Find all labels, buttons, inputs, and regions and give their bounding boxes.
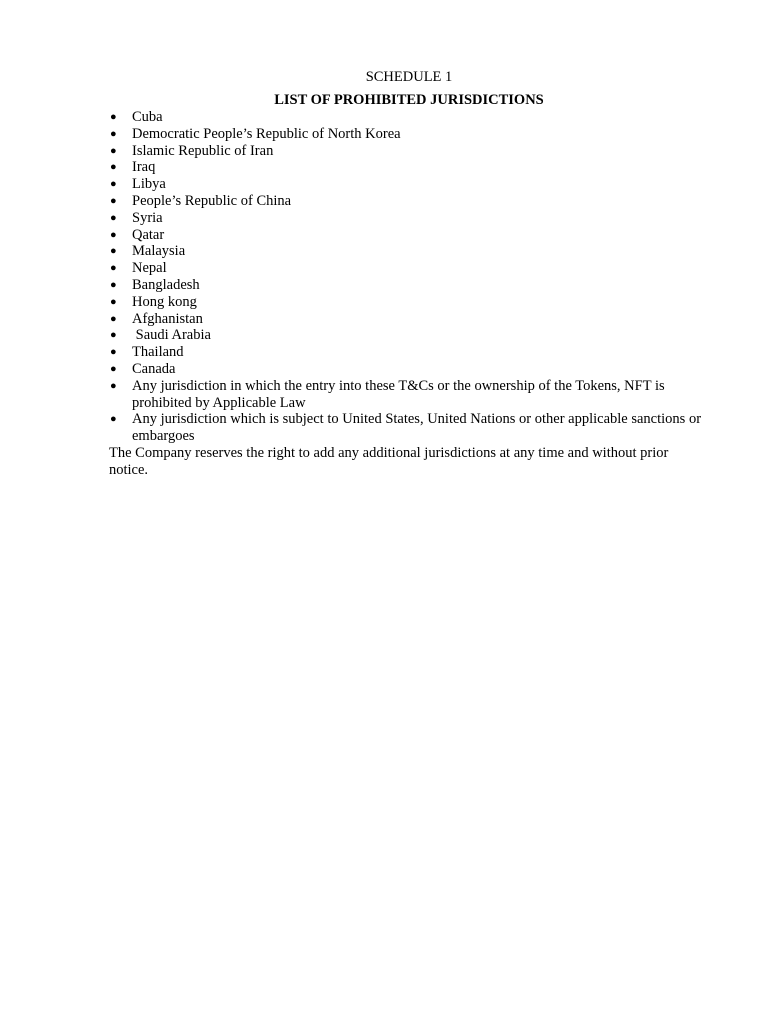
bullet-icon: ● [110, 346, 117, 359]
list-item-text: People’s Republic of China [132, 192, 292, 209]
bullet-icon: ● [110, 379, 117, 392]
bullet-icon: ● [110, 413, 117, 426]
bullet-icon: ● [110, 194, 117, 207]
list-item-text: Iraq [132, 159, 156, 176]
list-item-text: Nepal [132, 260, 167, 277]
list-item [109, 411, 709, 445]
list-item-text: Canada [132, 360, 176, 377]
list-item-text: Cuba [132, 109, 163, 125]
list-item [109, 378, 709, 412]
list-item [109, 159, 709, 176]
list-item [109, 260, 709, 277]
list-item [109, 361, 709, 378]
bullet-icon: ● [110, 211, 117, 224]
bullet-icon: ● [110, 245, 117, 258]
list-item [109, 193, 709, 210]
list-item-text: Democratic People’s Republic of North Korea [132, 125, 401, 142]
bullet-icon: ● [110, 127, 117, 140]
list-item-text: Malaysia [132, 243, 186, 260]
list-item [109, 294, 709, 311]
list-item-text: Bangladesh [132, 276, 200, 293]
list-heading: LIST OF PROHIBITED JURISDICTIONS [274, 92, 544, 108]
list-item-text: Qatar [132, 226, 165, 243]
list-item-text: Afghanistan [132, 310, 203, 327]
list-item-text: Thailand [132, 344, 184, 361]
list-item-text: Libya [132, 176, 166, 193]
bullet-icon: ● [110, 111, 117, 123]
bullet-icon: ● [110, 295, 117, 308]
bullet-icon: ● [110, 312, 117, 325]
bullet-icon: ● [110, 161, 117, 174]
list-item [109, 126, 709, 143]
list-item [109, 210, 709, 227]
list-item [109, 227, 709, 244]
list-item [109, 176, 709, 193]
closing-note: The Company reserves the right to add any additional jurisdictions at any time and without prior notice. [109, 444, 669, 478]
list-item-text: Hong kong [132, 293, 197, 310]
document-body [109, 68, 709, 479]
list-item [109, 143, 709, 160]
list-item [109, 109, 709, 126]
list-item [109, 327, 709, 344]
list-item [109, 243, 709, 260]
bullet-icon: ● [110, 178, 117, 191]
list-item-text: Any jurisdiction which is subject to United States, United Nations or other applicable sanctions or embargoes [132, 411, 702, 445]
list-item-text: Any jurisdiction in which the entry into these T&Cs or the ownership of the Tokens, NFT is prohibited by Applicable Law [132, 377, 665, 411]
list-item-text: Syria [132, 209, 163, 226]
bullet-icon: ● [110, 228, 117, 241]
list-item [109, 344, 709, 361]
bullet-icon: ● [110, 362, 117, 375]
bullet-icon: ● [110, 262, 117, 275]
list-item-text: Islamic Republic of Iran [132, 142, 274, 159]
bullet-icon: ● [110, 278, 117, 291]
list-item [109, 311, 709, 328]
list-item-text: Saudi Arabia [132, 327, 211, 344]
schedule-title: SCHEDULE 1 [365, 69, 453, 85]
prohibited-jurisdictions-list [109, 109, 709, 445]
bullet-icon: ● [110, 329, 117, 342]
bullet-icon: ● [110, 144, 117, 157]
list-item [109, 277, 709, 294]
